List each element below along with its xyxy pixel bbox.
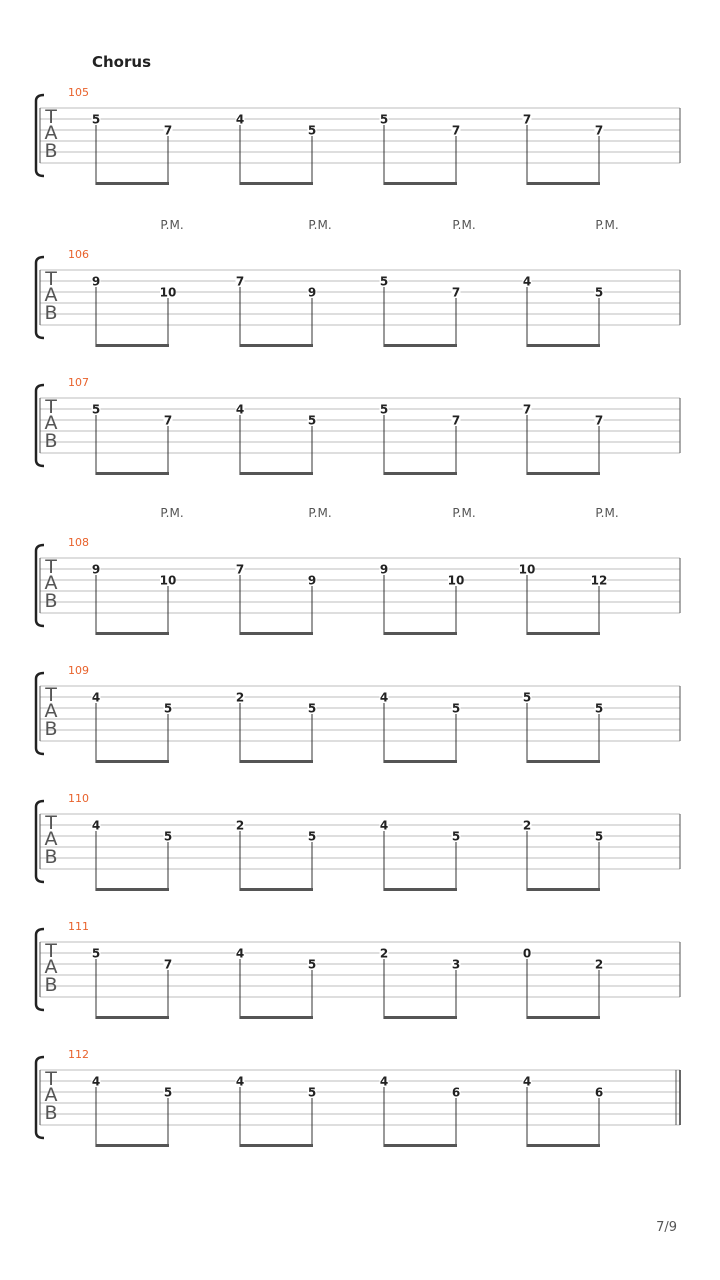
measure-number: 108 xyxy=(68,536,89,549)
note-beam xyxy=(240,472,313,475)
fret-number: 5 xyxy=(451,829,461,844)
tab-clef-letter: T xyxy=(45,396,57,418)
tab-clef-letter: B xyxy=(44,1102,58,1124)
palm-mute-mark: P.M. xyxy=(452,506,476,520)
fret-number: 5 xyxy=(91,402,101,417)
tab-clef-letter: T xyxy=(45,684,57,706)
note-beam xyxy=(384,888,457,891)
note-beam xyxy=(240,1144,313,1147)
tab-clef-letter: B xyxy=(44,974,58,996)
fret-number: 5 xyxy=(379,402,389,417)
note-beam xyxy=(240,1016,313,1019)
palm-mute-mark: P.M. xyxy=(308,506,332,520)
fret-number: 4 xyxy=(91,1074,101,1089)
tab-system xyxy=(36,506,680,635)
fret-number: 4 xyxy=(235,946,245,961)
tab-clef-letter: T xyxy=(45,940,57,962)
fret-number: 5 xyxy=(594,701,604,716)
fret-number: 9 xyxy=(307,285,317,300)
fret-number: 4 xyxy=(235,112,245,127)
palm-mute-mark: P.M. xyxy=(160,218,184,232)
fret-number: 9 xyxy=(307,573,317,588)
tab-clef-letter: A xyxy=(44,700,58,722)
fret-number: 2 xyxy=(235,818,245,833)
note-beam xyxy=(527,888,600,891)
palm-mute-mark: P.M. xyxy=(160,506,184,520)
measure-number: 109 xyxy=(68,664,89,677)
fret-number: 7 xyxy=(451,123,461,138)
note-beam xyxy=(96,1144,169,1147)
note-beam xyxy=(240,344,313,347)
note-beam xyxy=(384,1016,457,1019)
fret-number: 2 xyxy=(594,957,604,972)
fret-number: 9 xyxy=(91,562,101,577)
tab-clef-letter: T xyxy=(45,106,57,128)
fret-number: 0 xyxy=(522,946,532,961)
fret-number: 5 xyxy=(522,690,532,705)
fret-number: 4 xyxy=(522,274,532,289)
fret-number: 5 xyxy=(307,957,317,972)
tab-clef-letter: B xyxy=(44,590,58,612)
tab-clef-letter: A xyxy=(44,1084,58,1106)
note-beam xyxy=(527,1016,600,1019)
note-beam xyxy=(240,888,313,891)
fret-number: 7 xyxy=(451,285,461,300)
fret-number: 4 xyxy=(235,1074,245,1089)
fret-number: 7 xyxy=(594,123,604,138)
fret-number: 5 xyxy=(163,1085,173,1100)
tab-system xyxy=(36,86,680,185)
measure-number: 106 xyxy=(68,248,89,261)
note-beam xyxy=(96,632,169,635)
fret-number: 4 xyxy=(379,690,389,705)
fret-number: 7 xyxy=(594,413,604,428)
fret-number: 5 xyxy=(163,701,173,716)
tab-clef-letter: B xyxy=(44,718,58,740)
fret-number: 5 xyxy=(594,829,604,844)
note-beam xyxy=(527,182,600,185)
fret-number: 5 xyxy=(307,123,317,138)
note-beam xyxy=(96,760,169,763)
tab-system xyxy=(36,376,680,475)
fret-number: 5 xyxy=(91,946,101,961)
note-beam xyxy=(384,632,457,635)
fret-number: 5 xyxy=(307,413,317,428)
fret-number: 3 xyxy=(451,957,461,972)
measure-number: 111 xyxy=(68,920,89,933)
measure-number: 110 xyxy=(68,792,89,805)
fret-number: 5 xyxy=(307,701,317,716)
fret-number: 5 xyxy=(379,274,389,289)
fret-number: 10 xyxy=(447,573,465,588)
note-beam xyxy=(384,182,457,185)
tab-system xyxy=(36,664,680,763)
tab-clef-letter: T xyxy=(45,1068,57,1090)
fret-number: 4 xyxy=(235,402,245,417)
fret-number: 4 xyxy=(91,690,101,705)
note-beam xyxy=(96,888,169,891)
fret-number: 10 xyxy=(159,573,177,588)
page-number: 7/9 xyxy=(656,1220,677,1235)
fret-number: 5 xyxy=(307,1085,317,1100)
fret-number: 2 xyxy=(235,690,245,705)
tab-clef-letter: B xyxy=(44,302,58,324)
tab-clef-letter: A xyxy=(44,956,58,978)
note-beam xyxy=(384,472,457,475)
fret-number: 7 xyxy=(163,123,173,138)
note-beam xyxy=(240,760,313,763)
fret-number: 4 xyxy=(379,818,389,833)
note-beam xyxy=(96,1016,169,1019)
fret-number: 5 xyxy=(307,829,317,844)
note-beam xyxy=(384,1144,457,1147)
note-beam xyxy=(527,1144,600,1147)
note-beam xyxy=(384,344,457,347)
note-beam xyxy=(527,760,600,763)
fret-number: 7 xyxy=(163,413,173,428)
tab-clef-letter: B xyxy=(44,846,58,868)
fret-number: 4 xyxy=(522,1074,532,1089)
note-beam xyxy=(527,632,600,635)
tab-clef-letter: A xyxy=(44,412,58,434)
fret-number: 4 xyxy=(91,818,101,833)
tab-clef-letter: T xyxy=(45,556,57,578)
tab-system xyxy=(36,792,680,891)
tab-clef-letter: B xyxy=(44,430,58,452)
note-beam xyxy=(384,760,457,763)
fret-number: 5 xyxy=(91,112,101,127)
fret-number: 5 xyxy=(594,285,604,300)
fret-number: 7 xyxy=(522,112,532,127)
note-beam xyxy=(240,632,313,635)
note-beam xyxy=(527,472,600,475)
measure-number: 107 xyxy=(68,376,89,389)
fret-number: 10 xyxy=(518,562,536,577)
note-beam xyxy=(240,182,313,185)
note-beam xyxy=(96,182,169,185)
fret-number: 10 xyxy=(159,285,177,300)
tab-clef-letter: T xyxy=(45,268,57,290)
fret-number: 6 xyxy=(594,1085,604,1100)
note-beam xyxy=(96,472,169,475)
fret-number: 5 xyxy=(451,701,461,716)
fret-number: 5 xyxy=(379,112,389,127)
palm-mute-mark: P.M. xyxy=(452,218,476,232)
fret-number: 7 xyxy=(235,562,245,577)
tab-clef-letter: B xyxy=(44,140,58,162)
tab-clef-letter: T xyxy=(45,812,57,834)
palm-mute-mark: P.M. xyxy=(595,218,619,232)
fret-number: 5 xyxy=(163,829,173,844)
fret-number: 7 xyxy=(522,402,532,417)
fret-number: 6 xyxy=(451,1085,461,1100)
fret-number: 7 xyxy=(451,413,461,428)
fret-number: 4 xyxy=(379,1074,389,1089)
fret-number: 9 xyxy=(379,562,389,577)
measure-number: 105 xyxy=(68,86,89,99)
palm-mute-mark: P.M. xyxy=(308,218,332,232)
note-beam xyxy=(96,344,169,347)
fret-number: 2 xyxy=(379,946,389,961)
fret-number: 7 xyxy=(235,274,245,289)
tab-system xyxy=(36,1048,680,1147)
tab-system xyxy=(36,920,680,1019)
fret-number: 7 xyxy=(163,957,173,972)
fret-number: 9 xyxy=(91,274,101,289)
tab-system xyxy=(36,218,680,347)
tab-clef-letter: A xyxy=(44,122,58,144)
palm-mute-mark: P.M. xyxy=(595,506,619,520)
note-beam xyxy=(527,344,600,347)
fret-number: 2 xyxy=(522,818,532,833)
measure-number: 112 xyxy=(68,1048,89,1061)
tab-clef-letter: A xyxy=(44,284,58,306)
tab-clef-letter: A xyxy=(44,572,58,594)
fret-number: 12 xyxy=(590,573,608,588)
tab-clef-letter: A xyxy=(44,828,58,850)
section-label: Chorus xyxy=(92,53,151,71)
